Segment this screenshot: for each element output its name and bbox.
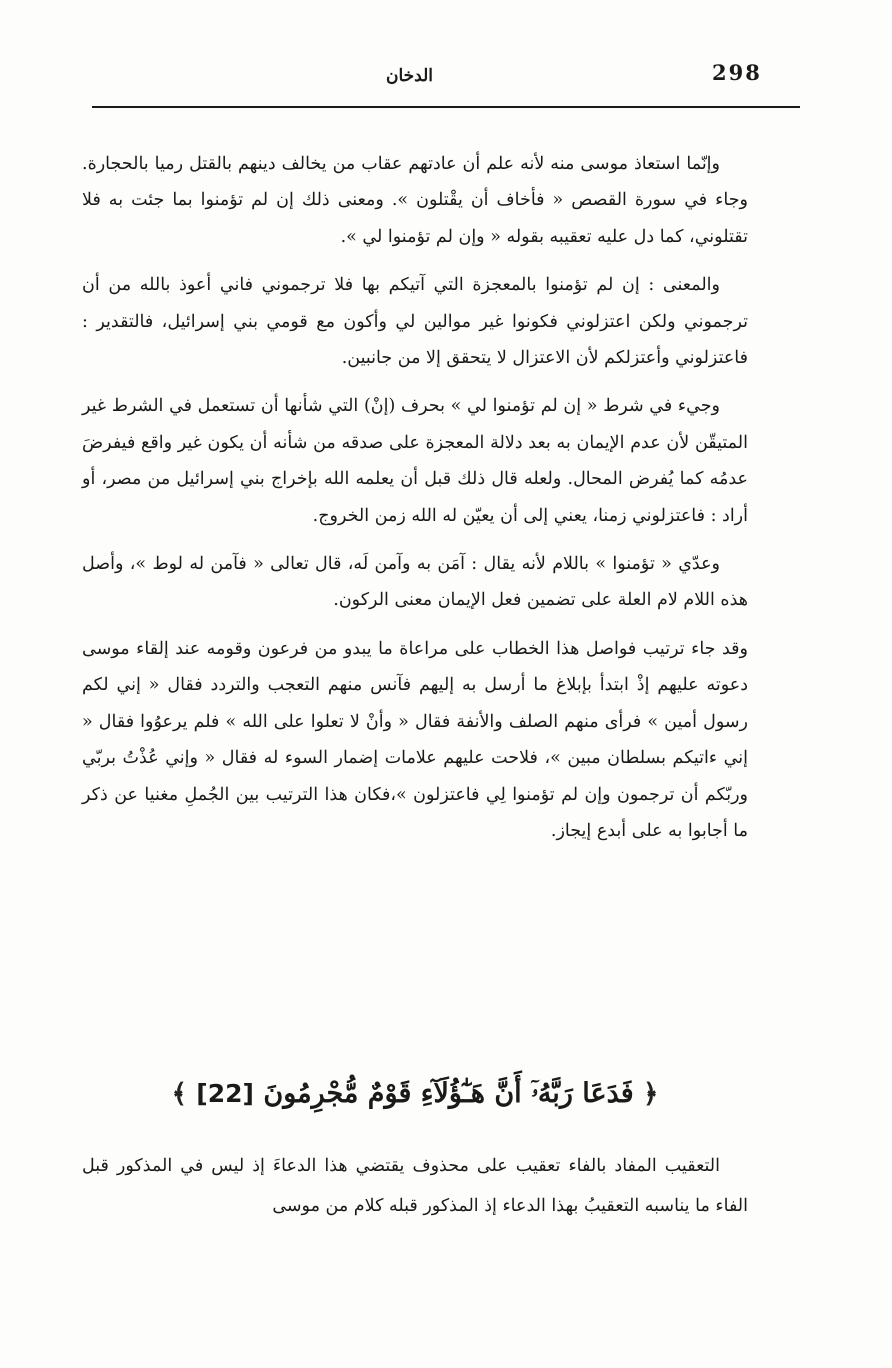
verse-close-ornament: ﴾ [171,1079,187,1109]
commentary-text [82,146,748,861]
paragraph: وإنّما استعاذ موسى منه لأنه علم أن عادتهم عقاب من يخالف دينهم بالقتل رميا بالحجارة. وجاء في سورة القصص « فأخاف أن يقْتلون ». ومعنى ذلك إن لم تؤمنوا بما جئت به فلا تقتلوني، كما دل عليه تعقيبه بقوله « وإن لم تؤمنوا لي ». [82,154,748,247]
paragraph: وعدّي « تؤمنوا » باللام لأنه يقال : آمَن به وآمن لَه، قال تعالى « فآمن له لوط »، وأصل هذه اللام لام العلة على تضمين فعل الإيمان معنى الركون. [82,554,748,611]
verse-number: [22] [196,1079,254,1108]
page-header [92,56,800,106]
verse-open-ornament: ﴿ [643,1079,659,1109]
running-title: الدخان [386,66,433,86]
paragraph: والمعنى : إن لم تؤمنوا بالمعجزة التي آتيكم بها فلا ترجموني فاني أعوذ بالله من أن ترجموني ولكن اعتزلوني فكونوا غير موالين لي وأكون مع قومي بني إسرائيل، فالتقدير : فاعتزلوني وأعتزلكم لأن الاعتزال لا يتحقق إلا من جانبين. [82,275,748,369]
verse-text: فَدَعَا رَبَّهُۥٓ أَنَّ هَـٰٓؤُلَآءِ قَوْمٌ مُّجْرِمُونَ [263,1078,634,1109]
page-number: 298 [712,60,762,85]
paragraph: وجيء في شرط « إن لم تؤمنوا لي » بحرف (إنْ) التي شأنها أن تستعمل في الشرط غير المتيقّن لأن عدم الإيمان به بعد دلالة المعجزة على صدقه من شأنه أن يكون غير واقع فيفرضَ عدمُه كما يُفرض المحال. ولعله قال ذلك قبل أن يعلمه الله بإخراج بني إسرائيل من مصر، أو أراد : فاعتزلوني زمنا، يعني إلى أن يعيّن له الله زمن الخروج. [82,396,748,526]
paragraph: التعقيب المفاد بالفاء تعقيب على محذوف يقتضي هذا الدعاءَ إذ ليس في المذكور قبل الفاء ما يناسبه التعقيبُ بهذا الدعاء إذ المذكور قبله كلام من موسى [82,1156,748,1216]
quran-verse [82,1070,748,1118]
commentary-text-continued [82,1146,748,1238]
header-rule [92,106,800,108]
paragraph: وقد جاء ترتيب فواصل هذا الخطاب على مراعاة ما يبدو من فرعون وقومه عند إلقاء موسى دعوته عليهم إذْ ابتدأ بإبلاغ ما أرسل به إليهم فآنس منهم التعجب والتردد فقال « إني لكم رسول أمين » فرأى منهم الصلف والأنفة فقال « وأنْ لا تعلوا على الله » فلم يرعوُوا فقال « إني ءاتيكم بسلطان مبين »، فلاحت عليهم علامات إضمار السوء له فقال « وإني عُذْتُ بربّي وربّكم أن ترجمون وإن لم تؤمنوا لِي فاعتزلون »،فكان هذا الترتيب بين الجُملِ مغنيا عن ذكر ما أجابوا به على أبدع إيجاز. [82,638,748,841]
